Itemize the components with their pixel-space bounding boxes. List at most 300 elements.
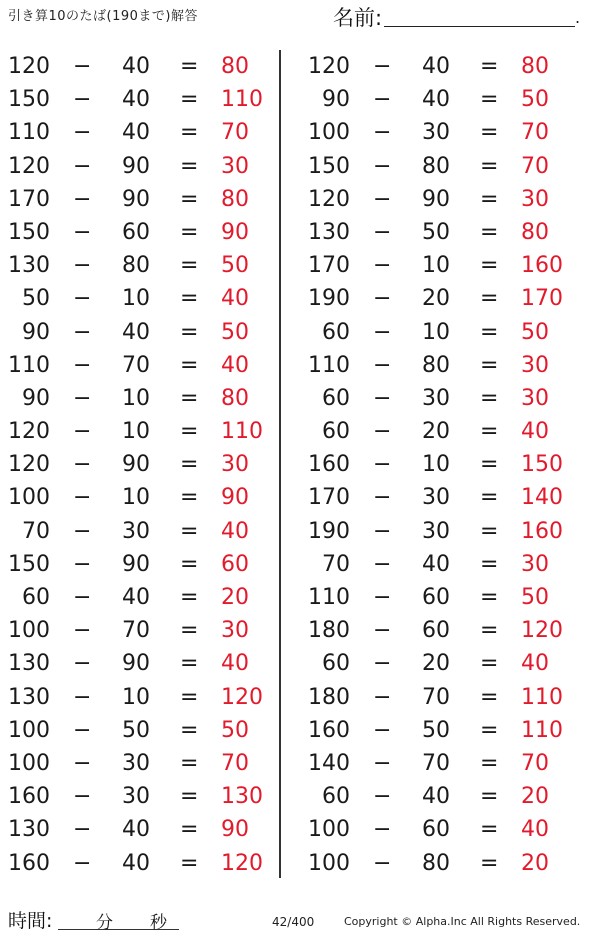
minus-sign: − <box>73 485 92 511</box>
minus-sign: − <box>373 54 392 79</box>
answer: 40 <box>221 286 249 312</box>
minus-sign: − <box>73 684 92 710</box>
problem-row <box>0 548 300 581</box>
subtrahend: 60 <box>422 585 450 610</box>
subtrahend: 90 <box>122 551 150 577</box>
minuend: 130 <box>308 219 350 245</box>
minus-sign: − <box>373 385 392 411</box>
answer: 40 <box>521 419 549 445</box>
equals-sign: = <box>480 385 499 411</box>
subtrahend: 30 <box>422 385 450 411</box>
answer: 50 <box>221 717 249 743</box>
minus-sign: − <box>373 750 392 776</box>
minuend: 100 <box>8 750 50 776</box>
subtrahend: 30 <box>422 120 450 146</box>
equals-sign: = <box>180 87 199 113</box>
problem-row <box>0 581 300 614</box>
equals-sign: = <box>480 54 499 79</box>
minus-sign: − <box>73 717 92 743</box>
problem-row <box>0 847 300 880</box>
minuend: 130 <box>8 253 50 279</box>
minus-sign: − <box>373 253 392 279</box>
equals-sign: = <box>180 319 199 345</box>
minus-sign: − <box>73 286 92 312</box>
equals-sign: = <box>480 286 499 312</box>
minuend: 110 <box>8 352 50 378</box>
minuend: 130 <box>8 651 50 677</box>
subtrahend: 10 <box>122 684 150 710</box>
answer: 50 <box>521 585 549 610</box>
subtrahend: 30 <box>122 750 150 776</box>
answer: 50 <box>521 87 549 113</box>
equals-sign: = <box>180 750 199 776</box>
subtrahend: 30 <box>122 518 150 544</box>
subtrahend: 70 <box>122 618 150 644</box>
subtrahend: 20 <box>422 651 450 677</box>
minuend: 180 <box>308 684 350 710</box>
subtrahend: 10 <box>422 452 450 478</box>
subtrahend: 40 <box>122 120 150 146</box>
problem-row <box>300 415 600 448</box>
minus-sign: − <box>373 817 392 843</box>
minus-sign: − <box>73 87 92 113</box>
minuend: 160 <box>8 784 50 810</box>
minus-sign: − <box>73 120 92 146</box>
equals-sign: = <box>480 717 499 743</box>
problem-row <box>0 448 300 481</box>
answer: 140 <box>521 485 563 511</box>
answer: 30 <box>521 186 549 212</box>
answer: 90 <box>221 219 249 245</box>
subtrahend: 40 <box>122 817 150 843</box>
problem-row <box>300 116 600 149</box>
name-underline <box>384 26 575 27</box>
equals-sign: = <box>480 253 499 279</box>
equals-sign: = <box>480 651 499 677</box>
minus-sign: − <box>73 452 92 478</box>
problem-row <box>0 382 300 415</box>
minus-sign: − <box>373 352 392 378</box>
problem-row <box>0 647 300 680</box>
answer: 70 <box>521 153 549 179</box>
subtrahend: 20 <box>422 419 450 445</box>
answer: 50 <box>221 253 249 279</box>
problem-row <box>300 83 600 116</box>
problem-row <box>0 216 300 249</box>
problem-row <box>0 150 300 183</box>
time-label: 時間: <box>8 910 53 932</box>
minus-sign: − <box>373 219 392 245</box>
equals-sign: = <box>180 717 199 743</box>
subtrahend: 90 <box>122 651 150 677</box>
answer: 160 <box>521 253 563 279</box>
subtrahend: 10 <box>122 385 150 411</box>
answer: 120 <box>221 850 263 876</box>
equals-sign: = <box>180 518 199 544</box>
answer: 70 <box>221 750 249 776</box>
equals-sign: = <box>180 419 199 445</box>
equals-sign: = <box>180 219 199 245</box>
subtrahend: 50 <box>422 219 450 245</box>
subtrahend: 60 <box>422 817 450 843</box>
subtrahend: 30 <box>422 485 450 511</box>
problem-row <box>300 548 600 581</box>
minuend: 120 <box>308 54 350 79</box>
minuend: 100 <box>8 485 50 511</box>
minus-sign: − <box>373 452 392 478</box>
minuend: 60 <box>322 651 350 677</box>
answer: 20 <box>221 585 249 610</box>
problem-row <box>0 481 300 514</box>
answer: 110 <box>221 419 263 445</box>
problem-row <box>300 647 600 680</box>
answer: 110 <box>221 87 263 113</box>
problem-row <box>300 515 600 548</box>
answer: 50 <box>521 319 549 345</box>
equals-sign: = <box>480 352 499 378</box>
equals-sign: = <box>180 54 199 79</box>
subtrahend: 80 <box>422 352 450 378</box>
answer: 30 <box>521 551 549 577</box>
minuend: 140 <box>308 750 350 776</box>
problem-row <box>0 415 300 448</box>
problem-row <box>0 681 300 714</box>
equals-sign: = <box>180 120 199 146</box>
minus-sign: − <box>373 717 392 743</box>
answer: 70 <box>221 120 249 146</box>
problem-row <box>0 116 300 149</box>
minus-sign: − <box>373 485 392 511</box>
equals-sign: = <box>480 618 499 644</box>
minuend: 110 <box>8 120 50 146</box>
subtrahend: 10 <box>122 419 150 445</box>
answer: 40 <box>221 352 249 378</box>
subtrahend: 90 <box>122 452 150 478</box>
minus-sign: − <box>73 518 92 544</box>
minuend: 170 <box>8 186 50 212</box>
problem-row <box>300 249 600 282</box>
equals-sign: = <box>480 452 499 478</box>
equals-sign: = <box>480 419 499 445</box>
equals-sign: = <box>480 817 499 843</box>
minus-sign: − <box>73 419 92 445</box>
problem-row <box>0 183 300 216</box>
equals-sign: = <box>180 551 199 577</box>
problem-row <box>300 316 600 349</box>
answer: 130 <box>221 784 263 810</box>
subtrahend: 90 <box>122 153 150 179</box>
minus-sign: − <box>373 518 392 544</box>
minuend: 150 <box>8 87 50 113</box>
answer: 150 <box>521 452 563 478</box>
subtrahend: 30 <box>122 784 150 810</box>
subtrahend: 40 <box>422 551 450 577</box>
equals-sign: = <box>180 452 199 478</box>
minuend: 170 <box>308 253 350 279</box>
equals-sign: = <box>180 651 199 677</box>
answer: 80 <box>221 54 249 79</box>
page-number: 42/400 <box>272 915 315 929</box>
equals-sign: = <box>480 684 499 710</box>
subtrahend: 70 <box>422 750 450 776</box>
problem-row <box>0 349 300 382</box>
answer: 40 <box>521 817 549 843</box>
answer: 80 <box>221 385 249 411</box>
copyright-notice: Copyright © Alpha.Inc All Rights Reserved. <box>344 915 581 928</box>
problem-row <box>300 747 600 780</box>
minuend: 100 <box>8 717 50 743</box>
minuend: 120 <box>8 54 50 79</box>
minuend: 170 <box>308 485 350 511</box>
problem-row <box>0 747 300 780</box>
answer: 90 <box>221 485 249 511</box>
answer: 30 <box>221 618 249 644</box>
minus-sign: − <box>373 784 392 810</box>
equals-sign: = <box>180 286 199 312</box>
answer: 110 <box>521 684 563 710</box>
equals-sign: = <box>480 87 499 113</box>
problem-row <box>0 515 300 548</box>
subtrahend: 80 <box>422 153 450 179</box>
answer: 120 <box>521 618 563 644</box>
minus-sign: − <box>73 850 92 876</box>
minuend: 190 <box>308 286 350 312</box>
problem-row <box>0 614 300 647</box>
minuend: 60 <box>322 419 350 445</box>
minuend: 60 <box>322 784 350 810</box>
subtrahend: 40 <box>122 319 150 345</box>
minus-sign: − <box>373 120 392 146</box>
minuend: 160 <box>308 717 350 743</box>
equals-sign: = <box>180 186 199 212</box>
answer: 50 <box>221 319 249 345</box>
equals-sign: = <box>180 153 199 179</box>
minus-sign: − <box>73 54 92 79</box>
minuend: 90 <box>22 385 50 411</box>
equals-sign: = <box>480 585 499 610</box>
problem-row <box>300 216 600 249</box>
answer: 30 <box>221 452 249 478</box>
equals-sign: = <box>480 850 499 876</box>
minuend: 150 <box>308 153 350 179</box>
answer: 160 <box>521 518 563 544</box>
minuend: 190 <box>308 518 350 544</box>
answer: 30 <box>221 153 249 179</box>
minus-sign: − <box>73 551 92 577</box>
equals-sign: = <box>480 551 499 577</box>
answer: 80 <box>521 219 549 245</box>
subtrahend: 10 <box>122 286 150 312</box>
equals-sign: = <box>480 219 499 245</box>
equals-sign: = <box>180 253 199 279</box>
minus-sign: − <box>73 253 92 279</box>
problem-row <box>300 714 600 747</box>
minus-sign: − <box>373 186 392 212</box>
minus-sign: − <box>73 319 92 345</box>
minuend: 100 <box>8 618 50 644</box>
problem-row <box>0 714 300 747</box>
problem-row <box>0 780 300 813</box>
minuend: 60 <box>322 385 350 411</box>
minus-sign: − <box>73 219 92 245</box>
problem-row <box>300 183 600 216</box>
subtrahend: 60 <box>122 219 150 245</box>
subtrahend: 60 <box>422 618 450 644</box>
problem-row <box>300 481 600 514</box>
answer: 40 <box>221 651 249 677</box>
problem-row <box>300 681 600 714</box>
problem-row <box>300 847 600 880</box>
problems-left-column <box>0 50 300 880</box>
minuend: 60 <box>322 319 350 345</box>
problem-row <box>300 150 600 183</box>
subtrahend: 40 <box>122 850 150 876</box>
minus-sign: − <box>373 87 392 113</box>
minus-sign: − <box>73 784 92 810</box>
equals-sign: = <box>480 518 499 544</box>
problem-row <box>0 83 300 116</box>
equals-sign: = <box>180 352 199 378</box>
minus-sign: − <box>373 319 392 345</box>
answer: 20 <box>521 850 549 876</box>
subtrahend: 50 <box>422 717 450 743</box>
equals-sign: = <box>180 784 199 810</box>
minuend: 90 <box>322 87 350 113</box>
minus-sign: − <box>73 651 92 677</box>
answer: 80 <box>221 186 249 212</box>
minuend: 160 <box>308 452 350 478</box>
problem-row <box>0 316 300 349</box>
subtrahend: 30 <box>422 518 450 544</box>
answer: 90 <box>221 817 249 843</box>
subtrahend: 70 <box>122 352 150 378</box>
answer: 70 <box>521 750 549 776</box>
minuend: 130 <box>8 817 50 843</box>
equals-sign: = <box>480 750 499 776</box>
equals-sign: = <box>180 618 199 644</box>
minuend: 100 <box>308 120 350 146</box>
answer: 20 <box>521 784 549 810</box>
minuend: 110 <box>308 352 350 378</box>
problem-row <box>300 780 600 813</box>
minuend: 120 <box>8 452 50 478</box>
subtrahend: 50 <box>122 717 150 743</box>
answer: 60 <box>221 551 249 577</box>
subtrahend: 70 <box>422 684 450 710</box>
minuend: 150 <box>8 219 50 245</box>
minuend: 150 <box>8 551 50 577</box>
minuend: 180 <box>308 618 350 644</box>
subtrahend: 40 <box>422 54 450 79</box>
equals-sign: = <box>480 485 499 511</box>
minuend: 70 <box>322 551 350 577</box>
minuend: 70 <box>22 518 50 544</box>
equals-sign: = <box>480 784 499 810</box>
minutes-label: 分 <box>96 913 113 933</box>
problem-row <box>0 813 300 846</box>
minus-sign: − <box>73 186 92 212</box>
minus-sign: − <box>373 651 392 677</box>
minus-sign: − <box>373 618 392 644</box>
subtrahend: 90 <box>422 186 450 212</box>
minus-sign: − <box>373 419 392 445</box>
worksheet-title: 引き算10のたば(190まで)解答 <box>8 9 198 24</box>
problem-row <box>300 50 600 83</box>
minus-sign: − <box>373 286 392 312</box>
minus-sign: − <box>73 153 92 179</box>
minuend: 120 <box>8 153 50 179</box>
answer: 120 <box>221 684 263 710</box>
equals-sign: = <box>480 120 499 146</box>
minus-sign: − <box>373 684 392 710</box>
equals-sign: = <box>480 153 499 179</box>
minuend: 90 <box>22 319 50 345</box>
answer: 40 <box>521 651 549 677</box>
answer: 170 <box>521 286 563 312</box>
subtrahend: 90 <box>122 186 150 212</box>
answer: 70 <box>521 120 549 146</box>
minuend: 100 <box>308 850 350 876</box>
minuend: 110 <box>308 585 350 610</box>
subtrahend: 20 <box>422 286 450 312</box>
minuend: 130 <box>8 684 50 710</box>
problems-right-column <box>300 50 600 880</box>
subtrahend: 80 <box>422 850 450 876</box>
minuend: 60 <box>22 585 50 610</box>
subtrahend: 10 <box>422 319 450 345</box>
minus-sign: − <box>373 153 392 179</box>
minuend: 160 <box>8 850 50 876</box>
answer: 80 <box>521 54 549 79</box>
equals-sign: = <box>180 485 199 511</box>
column-divider <box>279 50 281 878</box>
subtrahend: 40 <box>122 87 150 113</box>
answer: 40 <box>221 518 249 544</box>
equals-sign: = <box>180 817 199 843</box>
subtrahend: 40 <box>422 784 450 810</box>
problem-row <box>0 249 300 282</box>
problem-row <box>0 282 300 315</box>
answer: 110 <box>521 717 563 743</box>
problem-row <box>0 50 300 83</box>
subtrahend: 10 <box>422 253 450 279</box>
minuend: 120 <box>8 419 50 445</box>
problem-row <box>300 813 600 846</box>
problem-row <box>300 349 600 382</box>
minuend: 100 <box>308 817 350 843</box>
subtrahend: 80 <box>122 253 150 279</box>
answer: 30 <box>521 385 549 411</box>
equals-sign: = <box>480 186 499 212</box>
problem-row <box>300 448 600 481</box>
minus-sign: − <box>373 850 392 876</box>
minus-sign: − <box>73 585 92 610</box>
subtrahend: 10 <box>122 485 150 511</box>
minus-sign: − <box>373 551 392 577</box>
problem-row <box>300 382 600 415</box>
equals-sign: = <box>480 319 499 345</box>
equals-sign: = <box>180 684 199 710</box>
problem-row <box>300 581 600 614</box>
problem-row <box>300 614 600 647</box>
name-label: 名前: <box>333 6 383 30</box>
minus-sign: − <box>73 750 92 776</box>
subtrahend: 40 <box>422 87 450 113</box>
equals-sign: = <box>180 585 199 610</box>
minus-sign: − <box>373 585 392 610</box>
minus-sign: − <box>73 352 92 378</box>
minuend: 120 <box>308 186 350 212</box>
